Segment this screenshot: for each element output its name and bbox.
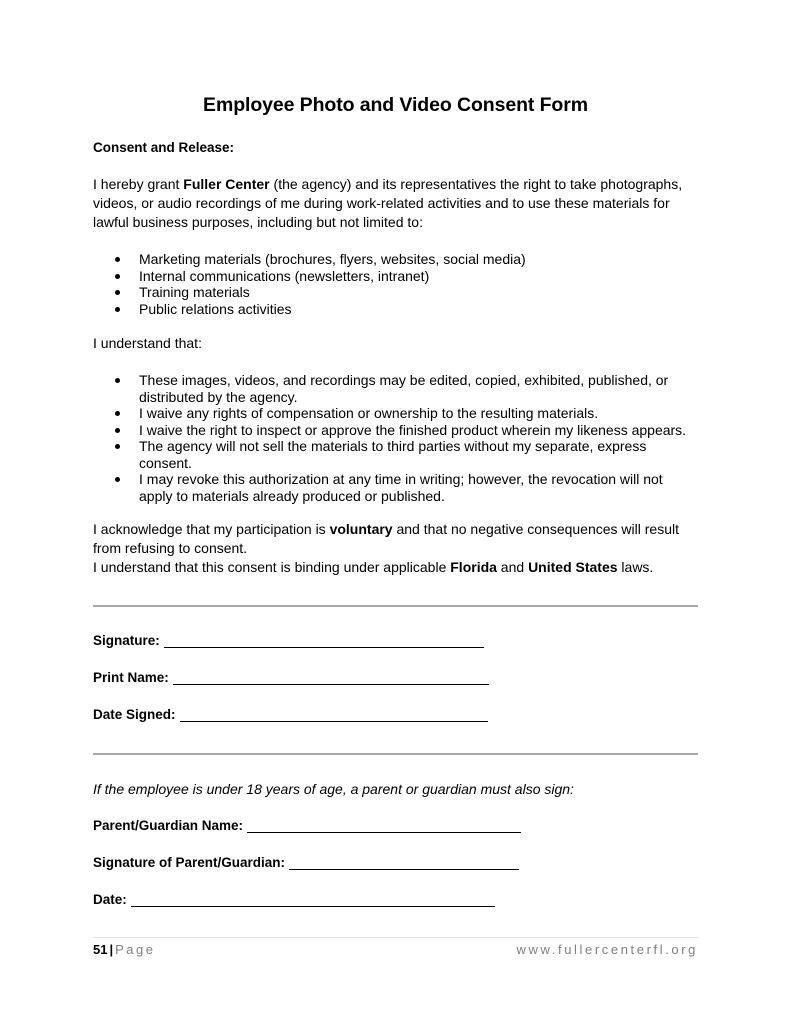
guardian-date-label: Date: xyxy=(93,892,127,907)
list-item xyxy=(93,438,698,471)
list-item-text: These images, videos, and recordings may be edited, copied, exhibited, published, or xyxy=(139,372,669,388)
intro-text: lawful business purposes, including but not limited to: xyxy=(93,214,423,230)
list-item-text: Public relations activities xyxy=(139,300,292,317)
minor-note: If the employee is under 18 years of age, a parent or guardian must also sign: xyxy=(93,781,574,797)
list-item xyxy=(93,422,698,439)
bullet-icon xyxy=(115,378,120,383)
bullet-icon xyxy=(115,444,120,449)
guardian-signature-input-line[interactable] xyxy=(289,855,519,870)
list-item-text: The agency will not sell the materials to third parties without my separate, express xyxy=(139,438,647,454)
bullet-icon xyxy=(115,428,120,433)
date-signed-field[interactable] xyxy=(93,707,488,722)
acknowledge-text: from refusing to consent. xyxy=(93,540,248,556)
page-title: Employee Photo and Video Consent Form xyxy=(203,94,588,116)
guardian-signature-field[interactable] xyxy=(93,855,519,870)
guardian-name-label: Parent/Guardian Name: xyxy=(93,818,244,833)
list-item-text: apply to materials already produced or published. xyxy=(139,487,445,504)
print-name-input-line[interactable] xyxy=(173,670,489,685)
footer-divider xyxy=(93,937,698,938)
intro-text: videos, or audio recordings of me during work-related activities and to use these materials for xyxy=(93,195,670,211)
section-divider xyxy=(93,605,698,607)
list-item-text: Internal communications (newsletters, intranet) xyxy=(139,267,430,284)
section-divider xyxy=(93,753,698,755)
uses-list xyxy=(93,251,698,317)
us-emphasis: United States xyxy=(528,559,618,575)
guardian-date-field[interactable] xyxy=(93,892,495,907)
print-name-field[interactable] xyxy=(93,670,489,685)
binding-text: I understand that this consent is binding under applicable xyxy=(93,559,451,575)
binding-text: laws. xyxy=(617,559,654,575)
florida-emphasis: Florida xyxy=(450,559,497,575)
list-item-text: I waive the right to inspect or approve the finished product wherein my likeness appears. xyxy=(139,421,687,438)
bullet-icon xyxy=(115,257,120,262)
page-number: 51 xyxy=(93,942,108,957)
voluntary-emphasis: voluntary xyxy=(329,521,393,537)
acknowledge-text: I acknowledge that my participation is xyxy=(93,521,330,537)
list-item-text: I waive any rights of compensation or ownership to the resulting materials. xyxy=(139,405,599,421)
list-item xyxy=(93,251,698,268)
list-item xyxy=(93,301,698,318)
bullet-icon xyxy=(115,477,120,482)
signature-label: Signature: xyxy=(93,633,160,648)
section-heading: Consent and Release: xyxy=(93,140,235,155)
list-item xyxy=(93,284,698,301)
page-indicator xyxy=(93,942,155,957)
guardian-date-input-line[interactable] xyxy=(131,892,495,907)
date-signed-label: Date Signed: xyxy=(93,707,176,722)
list-item-text: Training materials xyxy=(139,284,250,300)
list-item xyxy=(93,372,698,405)
guardian-name-input-line[interactable] xyxy=(247,818,521,833)
website-link[interactable]: www.fullercenterfl.org xyxy=(516,942,698,957)
understandings-list xyxy=(93,372,698,504)
list-item xyxy=(93,471,698,504)
list-item xyxy=(93,405,698,422)
list-item-text: distributed by the agency. xyxy=(139,388,298,405)
intro-text: (the agency) and its representatives the right to take photographs, xyxy=(269,176,683,192)
acknowledge-text: and that no negative consequences will result xyxy=(392,521,679,537)
page-footer xyxy=(93,942,698,957)
list-item-text: I may revoke this authorization at any time in writing; however, the revocation will not xyxy=(139,471,663,487)
binding-text: and xyxy=(496,559,529,575)
acknowledge-paragraph xyxy=(93,520,703,577)
bullet-icon xyxy=(115,307,120,312)
date-signed-input-line[interactable] xyxy=(180,707,488,722)
print-name-label: Print Name: xyxy=(93,670,169,685)
page-separator: | xyxy=(109,942,114,957)
list-item xyxy=(93,268,698,285)
intro-paragraph xyxy=(93,175,703,232)
guardian-signature-label: Signature of Parent/Guardian: xyxy=(93,855,286,870)
bullet-icon xyxy=(115,411,120,416)
understand-heading: I understand that: xyxy=(93,335,202,351)
intro-text: I hereby grant xyxy=(93,176,184,192)
signature-field[interactable] xyxy=(93,633,484,648)
list-item-text: Marketing materials (brochures, flyers, websites, social media) xyxy=(139,251,526,267)
list-item-text: consent. xyxy=(139,454,192,471)
page-word: Page xyxy=(115,942,156,957)
bullet-icon xyxy=(115,274,120,279)
guardian-name-field[interactable] xyxy=(93,818,521,833)
bullet-icon xyxy=(115,290,120,295)
signature-input-line[interactable] xyxy=(164,633,484,648)
org-name: Fuller Center xyxy=(183,176,270,192)
